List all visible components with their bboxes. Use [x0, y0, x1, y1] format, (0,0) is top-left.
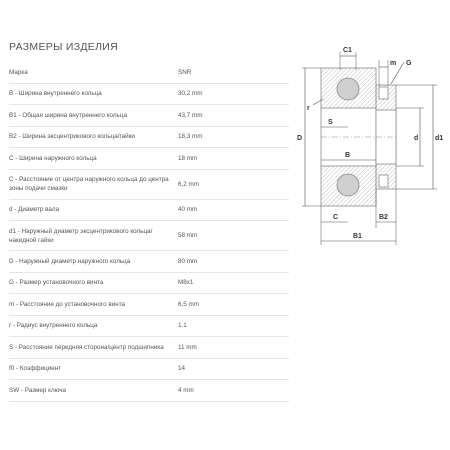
table-row	[9, 62, 289, 84]
specs-table	[9, 62, 289, 402]
row-value: 4 mm	[178, 386, 194, 394]
table-row	[9, 380, 289, 402]
row-value: 18,3 mm	[178, 133, 203, 141]
row-label: C - Расстояние от центра наружного кольца до центра зоны подачи смазки	[9, 176, 169, 192]
row-value: 40 mm	[178, 206, 198, 214]
label-b2: B2	[379, 214, 388, 221]
row-value: 80 mm	[178, 257, 198, 265]
row-value: 1.1	[178, 322, 187, 330]
label-m: m	[390, 60, 397, 67]
table-row	[9, 359, 289, 381]
row-label: d1 - Наружный диаметр эксцентрикового кольца/накидной гайки	[9, 227, 153, 244]
row-label: SW - Размер ключа	[9, 386, 66, 394]
row-value: 6,2 mm	[178, 180, 199, 188]
label-r: r	[307, 105, 310, 112]
row-value: 43,7 mm	[178, 111, 203, 119]
table-row	[9, 170, 289, 200]
table-row	[9, 105, 289, 127]
row-label: m - Расстояние до установочного винта	[9, 300, 126, 308]
table-row	[9, 148, 289, 170]
ball-top	[337, 78, 359, 100]
set-screw	[379, 87, 388, 99]
table-row	[9, 316, 289, 338]
row-label: f0 - Коэффициент	[9, 365, 62, 373]
table-row	[9, 294, 289, 316]
row-label: Марка	[9, 68, 28, 76]
page-title: РАЗМЕРЫ ИЗДЕЛИЯ	[9, 41, 119, 53]
label-d1: d1	[435, 135, 444, 142]
table-row	[9, 127, 289, 149]
table-row	[9, 251, 289, 273]
row-label: B - Ширина внутреннего кольца	[9, 90, 102, 98]
table-row	[9, 200, 289, 222]
label-c: C	[333, 214, 339, 221]
row-label: D - Наружный диаметр наружного кольца	[9, 257, 131, 265]
row-label: r - Радиус внутреннего кольца	[9, 322, 98, 330]
row-value: 6,5 mm	[178, 300, 199, 308]
table-row	[9, 337, 289, 359]
label-b1: B1	[353, 233, 362, 240]
label-b: B	[345, 152, 351, 159]
label-D: D	[297, 135, 303, 142]
row-label: C - Ширина наружного кольца	[9, 154, 97, 162]
row-label: d - Диаметр вала	[9, 206, 60, 214]
label-c1: C1	[343, 47, 352, 54]
table-row	[9, 84, 289, 106]
row-value: SNR	[178, 68, 192, 76]
row-value: 14	[178, 365, 186, 373]
label-d: d	[414, 135, 419, 142]
table-row	[9, 221, 289, 251]
bearing-drawing	[290, 40, 445, 250]
row-label: S - Расстояние передняя сторона/центр подшипника	[9, 343, 164, 351]
label-g: G	[406, 60, 412, 67]
row-label: B2 - Ширина эксцентрикового кольца/гайки	[9, 133, 135, 141]
row-value: 58 mm	[178, 232, 198, 239]
label-s: S	[328, 119, 333, 126]
row-value: 18 mm	[178, 154, 198, 162]
table-row	[9, 273, 289, 295]
set-screw-bottom	[379, 175, 388, 187]
row-value: M8x1	[178, 279, 194, 287]
ball-bottom	[337, 174, 359, 196]
row-label: B1 - Общая ширина внутреннего кольца	[9, 111, 127, 119]
row-value: 30,2 mm	[178, 90, 203, 98]
row-label: G - Размер установочного винта	[9, 279, 104, 287]
row-value: 11 mm	[178, 343, 197, 351]
